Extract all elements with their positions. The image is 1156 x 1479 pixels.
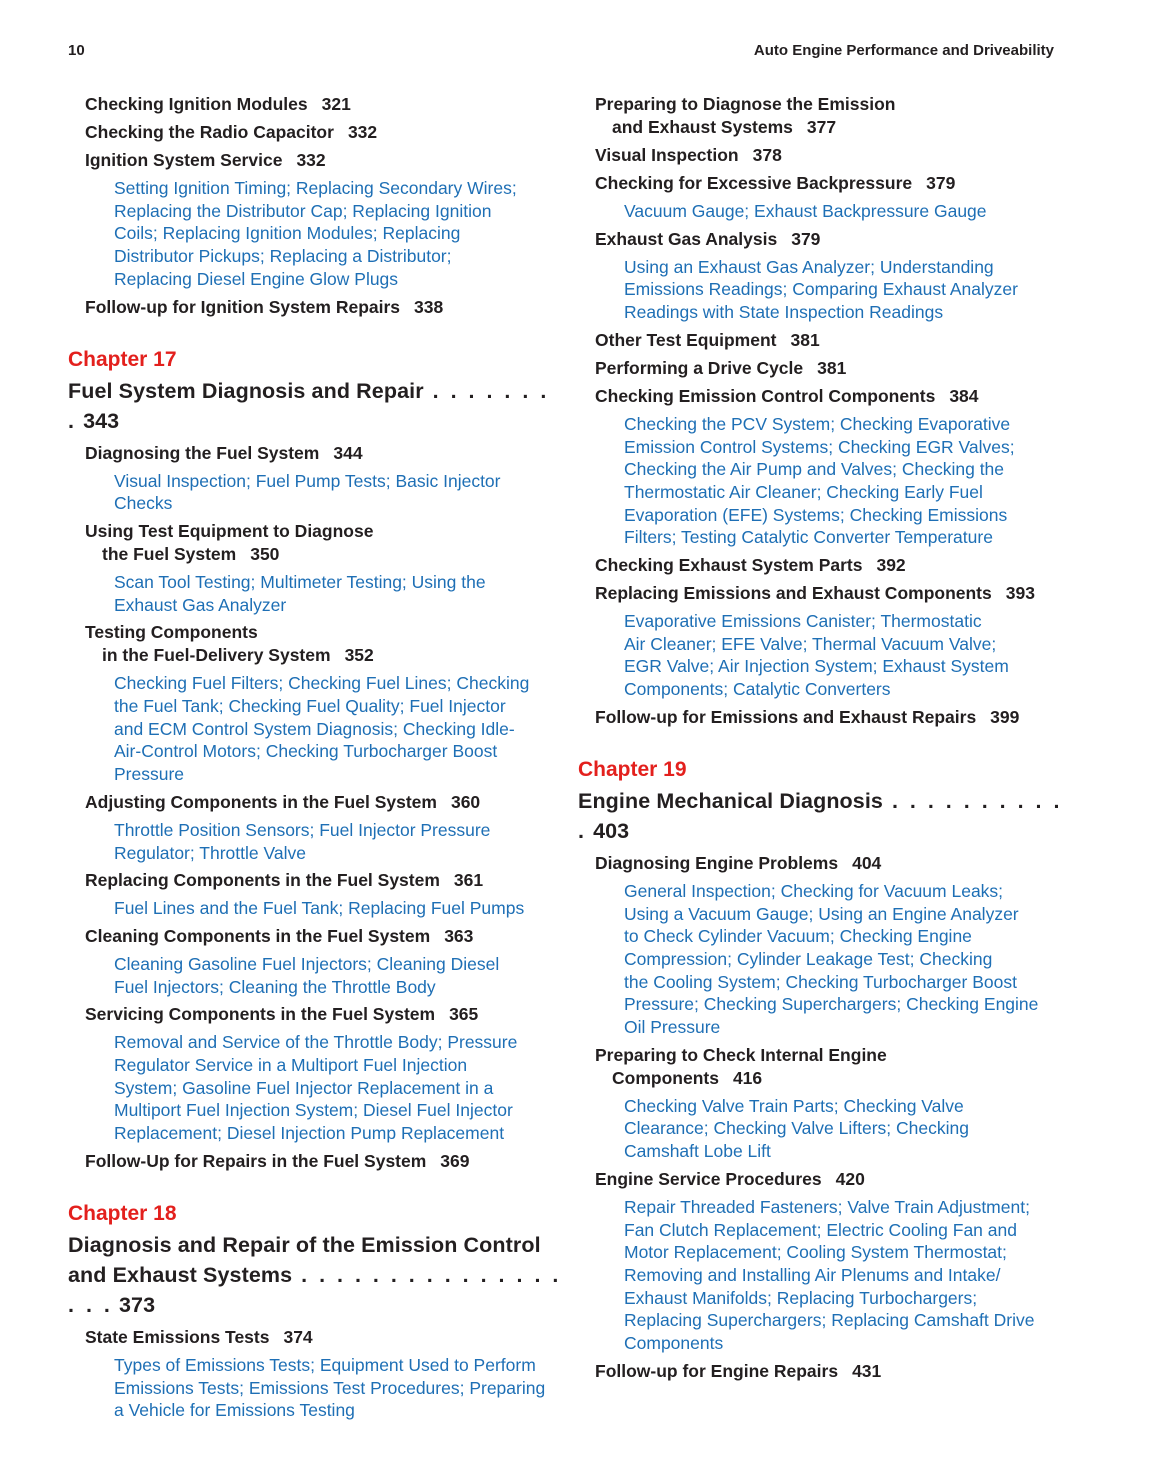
toc-subtopics: Checking Fuel Filters; Checking Fuel Lines; Checking the Fuel Tank; Checking Fuel Quality; Fuel Injector and ECM Control System Diagnosis; Checking Idle- Air-Control Motors; Checking Turbocharger Boost Pressure [114, 673, 530, 785]
toc-entry: Checking Exhaust System Parts 392 [595, 555, 906, 576]
toc-entry: Servicing Components in the Fuel System 365 [85, 1004, 479, 1025]
toc-subtopics: Visual Inspection; Fuel Pump Tests; Basic Injector Checks [114, 470, 501, 514]
toc-subtopics: Fuel Lines and the Fuel Tank; Replacing Fuel Pumps [114, 898, 525, 919]
toc-entry: Follow-Up for Repairs in the Fuel System 369 [85, 1150, 470, 1171]
toc-entry: Other Test Equipment 381 [595, 329, 820, 350]
toc-entry: Preparing to Check Internal Engine Components 416 [595, 1044, 887, 1088]
toc-subtopics: Cleaning Gasoline Fuel Injectors; Cleaning Diesel Fuel Injectors; Cleaning the Throttle Body [114, 953, 500, 997]
chapter-19-title: Engine Mechanical Diagnosis . . . . . . . . . . . 403 [578, 788, 1063, 843]
toc-entry: State Emissions Tests 374 [85, 1326, 313, 1347]
toc-entry: Checking the Radio Capacitor 332 [85, 122, 378, 142]
toc-subtopics: Vacuum Gauge; Exhaust Backpressure Gauge [624, 201, 987, 221]
toc-entry: Ignition System Service 332 [85, 150, 326, 170]
toc-entry: Exhaust Gas Analysis 379 [595, 228, 821, 249]
chapter-18-label: Chapter 18 [68, 1201, 177, 1225]
toc-entry: Preparing to Diagnose the Emission and Exhaust Systems 377 [595, 94, 896, 137]
chapter-18-title: Diagnosis and Repair of the Emission Control and Exhaust Systems . . . . . . . . . . . . . . . . . . 373 [68, 1232, 562, 1317]
running-header-title: Auto Engine Performance and Driveability [753, 42, 1054, 59]
toc-entry: Diagnosing Engine Problems 404 [595, 852, 882, 873]
toc-entry: Engine Service Procedures 420 [595, 1168, 865, 1189]
toc-subtopics: Checking Valve Train Parts; Checking Valve Clearance; Checking Valve Lifters; Checking Camshaft Lobe Lift [624, 1095, 969, 1162]
toc-entry: Follow-up for Ignition System Repairs 338 [85, 296, 444, 317]
toc-right-column [578, 93, 1078, 1388]
toc-entry: Visual Inspection 378 [595, 145, 782, 165]
toc-entry: Performing a Drive Cycle 381 [595, 357, 847, 378]
chapter-17-label: Chapter 17 [68, 347, 177, 371]
toc-subtopics: Setting Ignition Timing; Replacing Secondary Wires; Replacing the Distributor Cap; Replacing Ignition Coils; Replacing Ignition Modules; Replacing Distributor Pickups; Replacing a Distributor; Replacing Diesel Engine Glow Plugs [114, 178, 517, 289]
toc-entry: Using Test Equipment to Diagnose the Fuel System 350 [85, 520, 374, 564]
toc-entry: Adjusting Components in the Fuel System 360 [85, 791, 481, 812]
toc-subtopics: Checking the PCV System; Checking Evaporative Emission Control Systems; Checking EGR Valves; Checking the Air Pump and Valves; Checking the Thermostatic Air Cleaner; Checking Early Fuel Evaporation (EFE) Systems; Checking Emissions Filters; Testing Catalytic Converter Temperature [624, 413, 1015, 548]
page-number: 10 [68, 42, 85, 59]
toc-entry: Testing Components in the Fuel-Delivery System 352 [85, 622, 374, 666]
toc-subtopics: Evaporative Emissions Canister; Thermostatic Air Cleaner; EFE Valve; Thermal Vacuum Valve; EGR Valve; Air Injection System; Exhaust System Components; Catalytic Converters [624, 611, 1009, 700]
toc-entry: Cleaning Components in the Fuel System 363 [85, 925, 474, 946]
toc-entry: Follow-up for Engine Repairs 431 [595, 1360, 882, 1381]
toc-subtopics: Types of Emissions Tests; Equipment Used to Perform Emissions Tests; Emissions Test Procedures; Preparing a Vehicle for Emissions Testing [114, 1354, 546, 1421]
toc-entry: Replacing Emissions and Exhaust Components 393 [595, 583, 1035, 604]
toc-entry: Replacing Components in the Fuel System 361 [85, 870, 484, 891]
toc-left-column [68, 93, 568, 1427]
toc-entry: Checking Ignition Modules 321 [85, 94, 351, 114]
toc-entry: Follow-up for Emissions and Exhaust Repairs 399 [595, 706, 1020, 727]
toc-entry: Diagnosing the Fuel System 344 [85, 442, 363, 463]
chapter-19-label: Chapter 19 [578, 757, 687, 781]
toc-subtopics: Scan Tool Testing; Multimeter Testing; Using the Exhaust Gas Analyzer [114, 571, 486, 615]
toc-subtopics: Using an Exhaust Gas Analyzer; Understanding Emissions Readings; Comparing Exhaust Analyzer Readings with State Inspection Readings [624, 256, 1018, 323]
toc-subtopics: General Inspection; Checking for Vacuum Leaks; Using a Vacuum Gauge; Using an Engine Analyzer to Check Cylinder Vacuum; Checking Engine Compression; Cylinder Leakage Test; Checking the Cooling System; Checking Turbocharger Boost Pressure; Checking Superchargers; Checking Engine Oil Pressure [624, 880, 1039, 1038]
toc-subtopics: Removal and Service of the Throttle Body; Pressure Regulator Service in a Multiport Fuel Injection System; Gasoline Fuel Injector Replacement in a Multiport Fuel Injection System; Diesel Fuel Injector Replacement; Diesel Injection Pump Replacement [114, 1032, 518, 1144]
toc-entry: Checking Emission Control Components 384 [595, 385, 979, 406]
toc-subtopics: Throttle Position Sensors; Fuel Injector Pressure Regulator; Throttle Valve [114, 819, 491, 863]
chapter-17-title: Fuel System Diagnosis and Repair . . . . . . . . 343 [68, 378, 550, 433]
toc-subtopics: Repair Threaded Fasteners; Valve Train Adjustment; Fan Clutch Replacement; Electric Cooling Fan and Motor Replacement; Cooling System Thermostat; Removing and Installing Air Plenums and Intake/ Exhaust Manifolds; Replacing Turbochargers; Replacing Superchargers; Replacing Camshaft Drive Components [624, 1196, 1035, 1354]
toc-entry: Checking for Excessive Backpressure 379 [595, 173, 956, 193]
